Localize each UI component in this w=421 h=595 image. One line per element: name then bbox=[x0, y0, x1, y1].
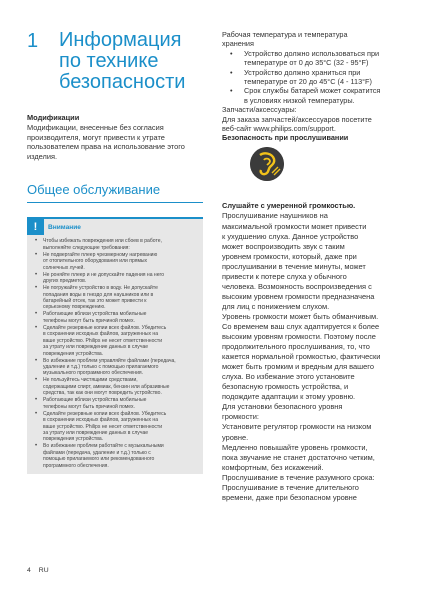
warning-list bbox=[27, 235, 203, 469]
text-line: безопасную громкость устройства, и bbox=[222, 382, 349, 392]
language-code: RU bbox=[38, 567, 49, 574]
text-line: • Устройство должно использоваться при bbox=[244, 48, 380, 58]
text-line: за утрату или повреждение данных в случае bbox=[43, 344, 149, 351]
text-line: времени, даже при безопасном уровне bbox=[222, 492, 357, 502]
parts-text bbox=[222, 115, 400, 134]
warning-list-item bbox=[35, 411, 197, 443]
text-line: • Сделайте резервные копии всех файлов. Убедитесь bbox=[43, 410, 167, 417]
text-line: • Устройство должно храниться при bbox=[244, 67, 361, 77]
listening-safety-heading: Безопасность при прослушивании bbox=[222, 133, 349, 143]
text-line: веб-сайт www.philips.com/support. bbox=[222, 124, 336, 134]
chapter-title-line: по технике bbox=[59, 50, 159, 72]
text-line: производителя, могут привести к утрате bbox=[27, 132, 165, 142]
text-line: слуха. Во избежание этого установите bbox=[222, 372, 355, 382]
chapter-heading bbox=[27, 30, 203, 93]
left-column bbox=[27, 30, 203, 474]
text-line: файлами (передача, удаление и т.д.) только с bbox=[43, 449, 151, 456]
text-line: ваше устройство. Philips не несет ответственности bbox=[43, 423, 163, 430]
text-line: изделия. bbox=[27, 151, 58, 161]
chapter-title bbox=[59, 30, 199, 93]
text-line: • Сделайте резервные копии всех файлов. Убедитесь bbox=[43, 324, 167, 331]
text-line: Модификации, внесенные без согласия bbox=[27, 123, 164, 132]
text-line: • Работающие вблизи устройства мобильные bbox=[43, 397, 147, 404]
text-line: попадания воды в гнездо для наушников или в bbox=[43, 291, 154, 298]
text-line: выполняйте следующие требования: bbox=[43, 244, 130, 251]
text-line: серьезному повреждению. bbox=[43, 304, 106, 311]
text-line: музыкального программного обеспечения. bbox=[43, 370, 144, 377]
text-line: телефоны могут быть причиной помех. bbox=[43, 403, 135, 410]
warning-list-item bbox=[35, 325, 197, 357]
text-line: • Срок службы батарей может сократится bbox=[244, 86, 381, 96]
text-line: температуре от 20 до 45°C (4 - 113°F) bbox=[244, 77, 372, 87]
text-line: пользователем права на использование этого bbox=[27, 142, 185, 152]
text-line: кажется нормальной громкостью, фактически bbox=[222, 352, 381, 362]
text-line: Уровень громкости может быть обманчивым. bbox=[222, 311, 379, 321]
warning-list-item bbox=[35, 252, 197, 271]
text-line: • Не пользуйтесь чистящими средствами, bbox=[43, 377, 138, 384]
text-line: в сохранении исходных файлов, загруженных на bbox=[43, 417, 159, 424]
text-line: ваше устройство. Philips не несет ответственности bbox=[43, 337, 163, 344]
warning-list-item bbox=[35, 377, 197, 396]
text-line: для лиц с понижением слухом. bbox=[222, 301, 330, 311]
text-line: батарейный отсек, так это может привести к bbox=[43, 297, 147, 304]
modifications-text bbox=[27, 123, 203, 161]
text-line: высоким уровням громкости. Поэтому после bbox=[222, 332, 376, 342]
warning-list-item bbox=[35, 443, 197, 469]
warning-list-item bbox=[35, 397, 197, 410]
text-line: уровнем громкости, который, даже при bbox=[222, 251, 357, 261]
text-line: может быть громким и вредным для вашего bbox=[222, 362, 374, 372]
chapter-title-line: Информация bbox=[59, 29, 182, 51]
text-line: • Работающие вблизи устройства мобильные bbox=[43, 311, 147, 318]
text-line: максимальной громкости может привести bbox=[222, 221, 367, 231]
text-line: Прослушивание в течение разумного срока: bbox=[222, 472, 375, 482]
text-line: • Не роняйте плеер и не допускайте падения на него bbox=[43, 271, 165, 278]
exclamation-icon: ! bbox=[27, 219, 44, 235]
text-line: Для заказа запчастей/аксессуаров посетите bbox=[222, 114, 372, 124]
temperature-list bbox=[222, 49, 400, 105]
page-footer bbox=[27, 567, 49, 574]
text-line: прослушивании в течение минуты, может bbox=[222, 261, 366, 271]
text-line: помощью прилагаемого или рекомендованного bbox=[43, 456, 155, 463]
text-line: телефоны могут быть причиной помех. bbox=[43, 317, 135, 324]
text-line: удаление и т.д.) только с помощью прилагаемого bbox=[43, 363, 159, 370]
text-line: средства, так как они могут повредить устройство. bbox=[43, 390, 162, 397]
modifications-heading: Модификации bbox=[27, 113, 80, 122]
temperature-intro bbox=[222, 30, 400, 49]
warning-list-item bbox=[35, 358, 197, 377]
text-line: высоким уровнем громкости предназначена bbox=[222, 291, 375, 301]
text-line: за утрату или повреждение данных в случае bbox=[43, 430, 149, 437]
text-line: привести к потере слуха у обычного bbox=[222, 271, 347, 281]
warning-box bbox=[27, 217, 203, 473]
text-line: от отопительного оборудования или прямых bbox=[43, 258, 148, 265]
text-line: • Во избежание проблем работайте с музыкальными bbox=[43, 443, 164, 450]
text-line: Прослушивание наушников на bbox=[222, 211, 328, 221]
text-line: может воспроизводить звук с таким bbox=[222, 241, 345, 251]
text-line: Прослушивание в течение длительного bbox=[222, 482, 359, 492]
moderate-volume-heading: Слушайте с умеренной громкостью. bbox=[222, 201, 356, 211]
text-line: продолжительного прослушивания, то, что bbox=[222, 342, 370, 352]
warning-list-item bbox=[35, 311, 197, 324]
text-line: • Во избежание проблем управляйте файлами (передача, bbox=[43, 357, 176, 364]
text-line: Медленно повышайте уровень громкости, bbox=[222, 442, 368, 452]
text-line: в сохранении исходных файлов, загруженных на bbox=[43, 331, 159, 338]
text-line: повреждения устройства. bbox=[43, 350, 104, 357]
text-line: Рабочая температура и температура bbox=[222, 30, 348, 39]
warning-label: Внимание bbox=[48, 223, 81, 231]
moderate-volume-text bbox=[222, 211, 400, 502]
hearing-warning-icon bbox=[250, 147, 284, 181]
right-column bbox=[222, 30, 400, 503]
text-line: Со временем ваш слух адаптируется к более bbox=[222, 321, 380, 331]
text-line: человека. Возможность воспроизведения с bbox=[222, 281, 372, 291]
text-line: • Чтобы избежать повреждения или сбоев в работе, bbox=[43, 238, 162, 245]
temperature-list-item bbox=[230, 86, 400, 105]
text-line: в условиях низкой температуры. bbox=[244, 95, 355, 105]
parts-heading: Запчасти/аксессуары: bbox=[222, 105, 297, 115]
text-line: повреждения устройства. bbox=[43, 436, 104, 443]
text-line: • Не подвергайте плеер чрезмерному нагреванию bbox=[43, 251, 158, 258]
page-number: 4 bbox=[27, 567, 31, 574]
general-maintenance-heading: Общее обслуживание bbox=[27, 182, 203, 203]
warning-list-item bbox=[35, 285, 197, 311]
text-line: комфортным, без искажений. bbox=[222, 462, 324, 472]
temperature-list-item bbox=[230, 49, 400, 68]
text-line: других предметов. bbox=[43, 278, 87, 285]
text-line: пока звучание не станет достаточно четким, bbox=[222, 452, 375, 462]
text-line: громкости: bbox=[222, 412, 259, 422]
temperature-list-item bbox=[230, 68, 400, 87]
text-line: хранения bbox=[222, 39, 254, 49]
text-line: программного обеспечения. bbox=[43, 462, 109, 469]
text-line: Установите регулятор громкости на низком bbox=[222, 422, 372, 432]
chapter-number: 1 bbox=[27, 30, 39, 52]
warning-list-item bbox=[35, 272, 197, 285]
warning-header bbox=[27, 219, 203, 235]
text-line: Для установки безопасного уровня bbox=[222, 402, 343, 412]
warning-list-item bbox=[35, 238, 197, 251]
text-line: к ухудшению слуха. Данное устройство bbox=[222, 231, 359, 241]
chapter-title-line: безопасности bbox=[59, 71, 186, 93]
text-line: температуре от 0 до 35°C (32 - 95°F) bbox=[244, 58, 369, 68]
text-line: подождите адаптации к этому уровню. bbox=[222, 392, 356, 402]
text-line: • Не погружайте устройство в воду. Не допускайте bbox=[43, 285, 158, 292]
text-line: солнечных лучей. bbox=[43, 264, 85, 271]
text-line: уровне. bbox=[222, 432, 249, 442]
text-line: содержащими спирт, аммиак, бензин или абразивные bbox=[43, 383, 170, 390]
